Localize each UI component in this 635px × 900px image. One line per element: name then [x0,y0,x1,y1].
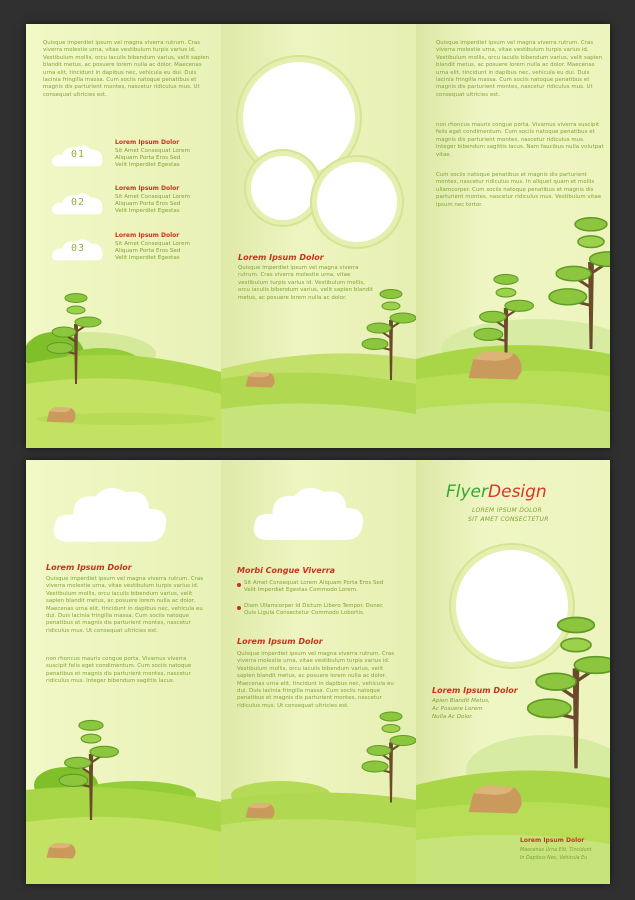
bottom-left-panel [26,460,221,884]
footer-line: Maecenas Urna Elit, Tincidunt [520,848,592,853]
bullet-text: Sit Amet Consequat Lorem Aliquam Porta Eros Sed Velit Imperdiet Egestas Commodo Lorem. [244,580,384,594]
bullet-text: Diam Ullamcorper Id Dictum Libero Tempor. Donec Quis Ligula Consectetur Commodo Lobortis. [244,603,384,617]
landscape-illustration [221,460,416,884]
section-paragraph: Quisque imperdiet ipsum vel magna viverra rutrum. Cras viverra molestie urna, vitae vestibulum turpis varius id. Vestibulum mollis, orcu iaculis bibendum varius, velit sapien blandit metus, ac posuere lorem nulla ac dolor. Maecenas urna elit, tincidunt in dapibus nec, vehicula eu dui. Duis lacinia fringilla massa. Cum sociis natoque penatibus et magnis dis parturient montes, nascetur ridiculus mus. Ut consequat ultricies est. [46,576,204,634]
footer-heading: Lorem Ipsum Dolor [520,837,585,844]
footer-line: In Dapibus Nec, Vehicula Eu [520,856,588,861]
section-paragraph: Quisque imperdiet ipsum vel magna viverra rutrum. Cras viverra molestie urna, vitae vestibulum turpis varius id. Vestibulum mollis, orcu iaculis bibendum varius, velit sapien blandit metus, ac posuere lorem nulla ac dolor. [238,265,373,301]
section-paragraph: Quisque imperdiet ipsum vel magna viverra rutrum. Cras viverra molestie urna, vitae vestibulum turpis varius id. Vestibulum mollis, orcu iaculis bibendum varius, velit sapien blandit metus, ac posuere lorem nulla ac dolor. Maecenas urna elit, tincidunt in dapibus nec, vehicula eu dui. Duis lacinia fringilla massa. Cum sociis natoque penatibus et magnis dis parturient montes, nascetur ridiculus mus. Ut consequat ultricies est. [237,651,395,709]
top-middle-panel [221,24,416,448]
step-line: Aliquam Porta Eros Sed [115,248,181,254]
text-line: Nulla Ac Dolor. [432,714,473,720]
landscape-illustration [221,24,416,448]
landscape-illustration [416,460,610,884]
step-line: Velit Imperdiet Egestas [115,255,180,261]
step-line: Aliquam Porta Eros Sed [115,201,181,207]
landscape-illustration [416,24,610,448]
paragraph: non rhoncus mauris congue porta. Vivamus viverra suscipit felis eget condimentum. Cum sociis natoque penatibus et magnis dis parturient montes, nascetur ridiculus mus. Integer bibendum sagittis lacus. Nam faucibus nulla volutpat vitae. [436,122,604,158]
paragraph: Quisque imperdiet ipsum vel magna viverra rutrum. Cras viverra molestie urna, vitae vestibulum turpis varius id. Vestibulum mollis, orcu iaculis bibendum varius, velit sapien blandit metus, ac posuere lorem nulla ac dolor. Maecenas urna elit, tincidunt in dapibus nec, vehicula eu dui. Duis lacinia fringilla massa. Cum sociis natoque penatibus et magnis dis parturient montes, nascetur ridiculus mus. Ut consequat ultricies est. [436,40,603,98]
text-line: Apien Blandit Metus, [432,698,490,704]
section-heading: Lorem Ipsum Dolor [46,563,132,572]
step-line: Sit Amet Consequat Lorem [115,241,190,247]
brand-part: Design [488,482,547,502]
step-title: Lorem Ipsum Dolor [115,139,180,146]
bottom-middle-panel [221,460,416,884]
paragraph: Cum sociis natoque penatibus et magnis dis parturient montes, nascetur ridiculus mus. In aliquet quam et mollis ullamcorper. Cum sociis natoque penatibus et magnis dis parturient montes, nascetur ridiculus mus. Vestibulum vitae ipsum nec tortor. [436,172,602,208]
brochure-outside [26,24,610,448]
section-heading: Lorem Ipsum Dolor [238,253,324,262]
tagline: LOREM IPSUM DOLOR [472,507,543,514]
section-heading: Morbi Congue Viverra [237,566,336,575]
landscape-illustration [26,460,221,884]
top-left-paragraph: Quisque imperdiet ipsum vel magna viverra rutrum. Cras viverra molestie urna, vitae vestibulum turpis varius id. Vestibulum mollis, orcu iaculis bibendum varius, velit sapien blandit metus, ac posuere lorem nulla ac dolor. Maecenas urna elit, tincidunt in dapibus nec, vehicula eu dui. Duis lacinia fringilla massa. Cum sociis natoque penatibus et magnis dis parturient montes, nascetur ridiculus mus. Ut consequat ultricies est. [43,40,210,98]
step-line: Sit Amet Consequat Lorem [115,194,190,200]
step-number: 02 [70,197,86,208]
top-left-panel [26,24,221,448]
top-right-panel [416,24,610,448]
brochure-inside [26,460,610,884]
step-number: 01 [70,149,86,160]
section-paragraph: non rhoncus mauris congue porta. Vivamus viverra suscipit felis eget condimentum. Cum sociis natoque penatibus et magnis dis parturient montes, nascetur ridiculus mus. Integer bibendum sagittis lacus. [46,656,192,685]
section-heading: Lorem Ipsum Dolor [432,686,518,695]
text-line: Ac Posuere Lorem [432,706,483,712]
step-number: 03 [70,243,86,254]
landscape-illustration [26,24,221,448]
step-line: Velit Imperdiet Egestas [115,162,180,168]
step-title: Lorem Ipsum Dolor [115,232,180,239]
step-line: Aliquam Porta Eros Sed [115,155,181,161]
step-line: Sit Amet Consequat Lorem [115,148,190,154]
step-title: Lorem Ipsum Dolor [115,185,180,192]
bottom-right-panel [416,460,610,884]
step-line: Velit Imperdiet Egestas [115,208,180,214]
section-heading: Lorem Ipsum Dolor [237,637,323,646]
brand-part: Flyer [446,482,489,502]
tagline: SIT AMET CONSECTETUR [468,516,549,523]
